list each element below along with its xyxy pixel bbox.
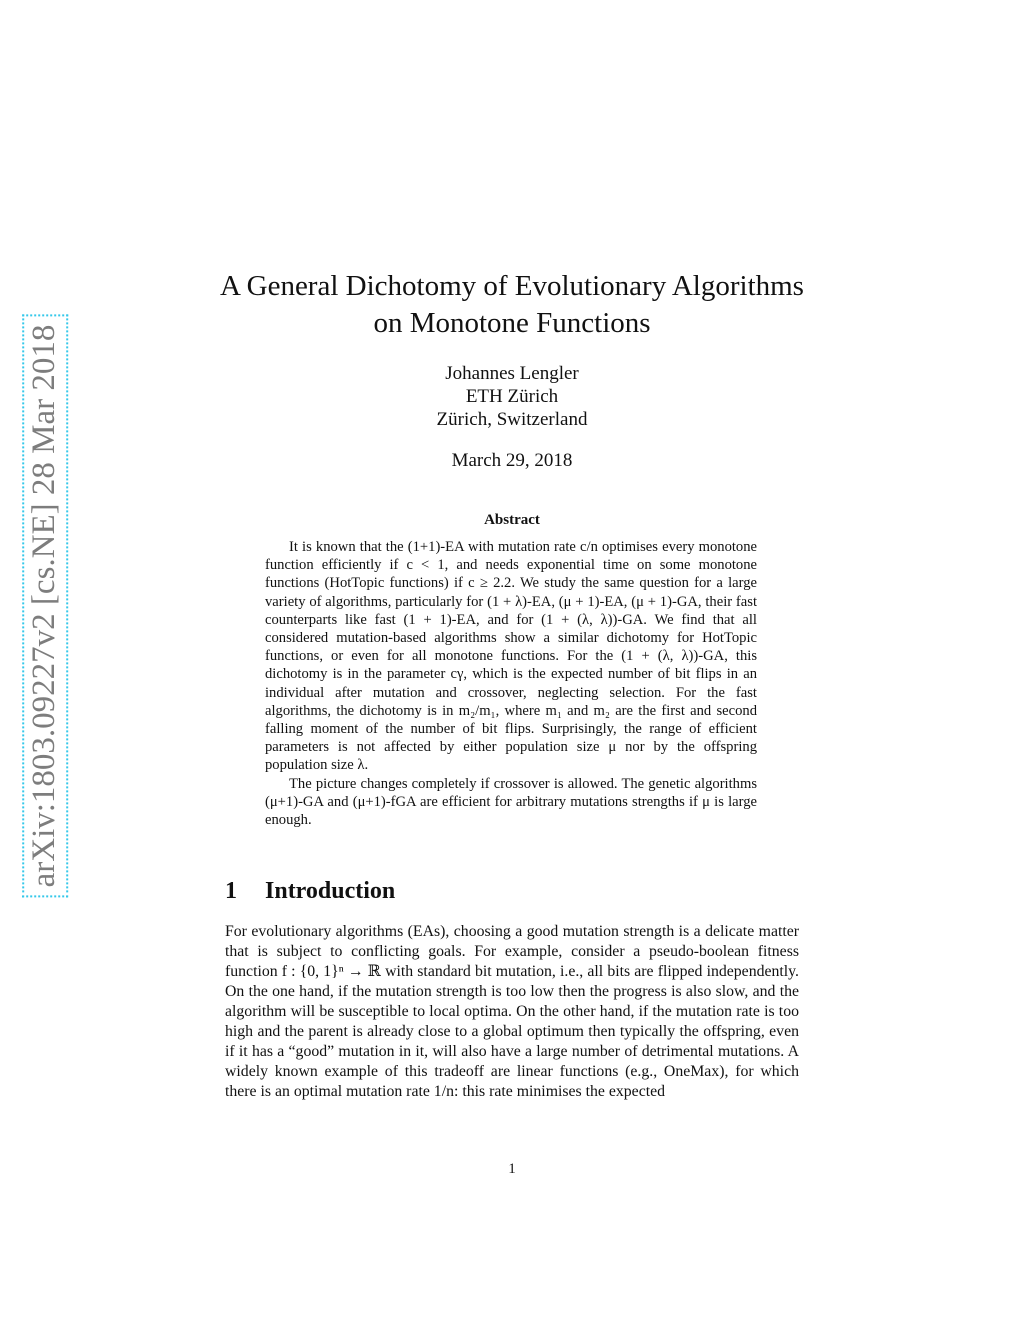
section-title: Introduction [265,878,396,904]
author-block [300,362,724,431]
author-name: Johannes Lengler [445,363,579,384]
abstract-paragraph-2: The picture changes completely if crossover is allowed. The genetic algorithms (μ+1)-GA and (μ+1)-fGA are efficient for arbitrary mutations strengths if μ is large enough. [265,775,757,829]
introduction-paragraph: For evolutionary algorithms (EAs), choosing a good mutation strength is a delicate matter that is subject to conflicting goals. For example, consider a pseudo-boolean fitness function f : {0, 1}ⁿ → ℝ with standard bit mutation, i.e., all bits are flipped independently. On the one hand, if the mutation strength is too low then the progress is also slow, and the algorithm will be susceptible to local optima. On the other hand, if the mutation rate is too high and the parent is already close to a global optimum then typically the offspring, even if it has a “good” mutation in it, will also have a large number of detrimental mutations. A widely known example of this tradeoff are linear functions (e.g., OneMax), for which there is an optimal mutation rate 1/n: this rate minimises the expected [225,923,799,1100]
abstract-heading: Abstract [484,512,540,528]
arxiv-identifier-stamp: arXiv:1803.09227v2 [cs.NE] 28 Mar 2018 [22,315,68,898]
title-line-1: A General Dichotomy of Evolutionary Algorithms [220,270,804,302]
author-location: Zürich, Switzerland [436,409,588,430]
paper-date: March 29, 2018 [451,450,573,471]
abstract-paragraph-1: It is known that the (1+1)-EA with mutation rate c/n optimises every monotone function efficiently if c < 1, and needs exponential time on some monotone functions (HotTopic functions) if c ≥ 2.2. We study the same question for a large variety of algorithms, particularly for (1 + λ)-EA, (μ + 1)-EA, (μ + 1)-GA, their fast counterparts like fast (1 + 1)-EA, and for (1 + (λ, λ))-GA. We find that all considered mutation-based algorithms show a similar dichotomy for HotTopic functions, or even for all monotone functions. For the (1 + (λ, λ))-GA, this dichotomy is in the parameter cγ, which is the expected number of bit flips in an individual after mutation and crossover, neglecting selection. For the fast algorithms, the dichotomy is in m₂/m₁, where m₁ and m₂ are the first and second falling moment of the number of bit flips. Surprisingly, the range of efficient parameters is not affected by either population size μ nor by the offspring population size λ. [265,539,757,774]
title-line-2: on Monotone Functions [373,307,651,339]
author-affiliation: ETH Zürich [465,386,559,407]
page-number: 1 [508,1161,516,1177]
section-number: 1 [225,878,237,904]
section-heading-introduction [225,878,395,905]
paper-title [200,268,824,342]
abstract-body [265,538,757,829]
